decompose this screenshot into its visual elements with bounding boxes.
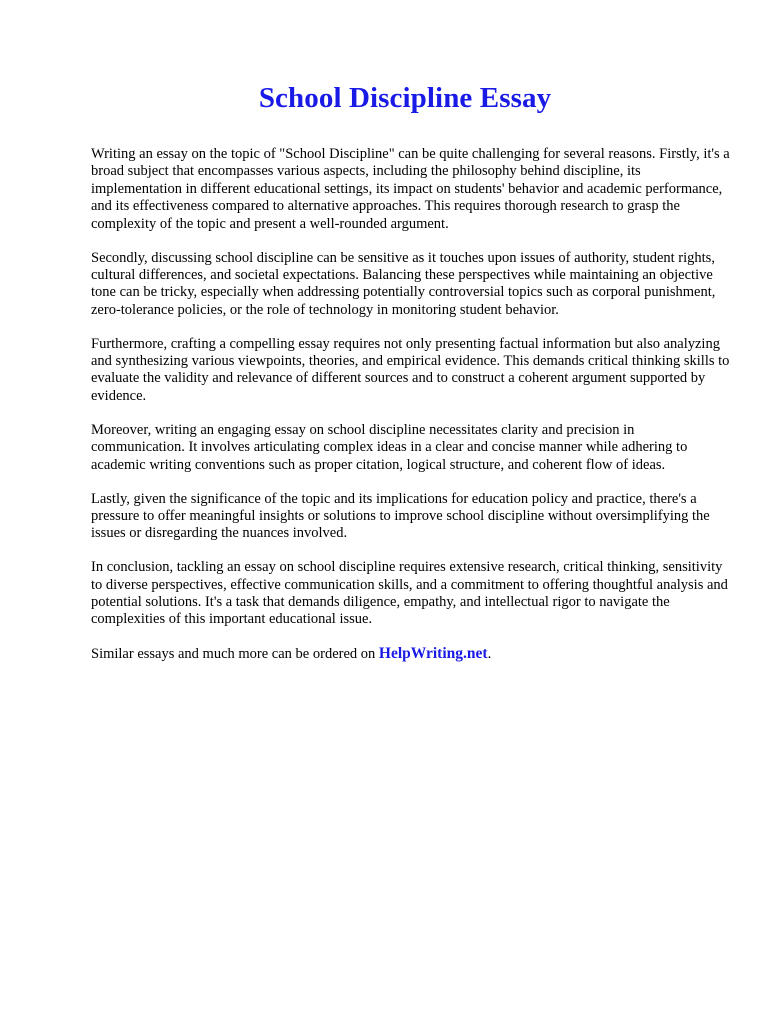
paragraph-4: Moreover, writing an engaging essay on school discipline necessitates clarity and precision in communication. It involves articulating complex ideas in a clear and concise manner while adhering to academic writing conventions such as proper citation, logical structure, and coherent flow of ideas. xyxy=(91,421,688,473)
paragraph-1: Writing an essay on the topic of "School Discipline" can be quite challenging for several reasons. Firstly, it's a broad subject that encompasses various aspects, including the philosophy behind discipline, its implementation in different educational settings, its impact on students' behavior and academic performance, and its effectiveness compared to alternative approaches. This requires thorough research to grasp the complexity of the topic and present a well-rounded argument. xyxy=(91,146,730,232)
helpwriting-link[interactable]: HelpWriting.net xyxy=(378,645,488,663)
paragraph-6: In conclusion, tackling an essay on school discipline requires extensive research, critical thinking, sensitivity to diverse perspectives, effective communication skills, and a commitment to offering thoughtful analysis and potential solutions. It's a task that demands diligence, empathy, and intellectual rigor to navigate the complexities of this important educational issue. xyxy=(91,559,728,628)
page-title: School Discipline Essay xyxy=(258,82,552,114)
paragraph-5: Lastly, given the significance of the topic and its implications for education policy and practice, there's a pressure to offer meaningful insights or solutions to improve school discipline without oversimplifying the issues or disregarding the nuances involved. xyxy=(91,490,710,542)
footer-suffix: . xyxy=(487,646,492,663)
footer-text: Similar essays and much more can be ordered on xyxy=(91,646,376,663)
paragraph-3: Furthermore, crafting a compelling essay requires not only presenting factual information but also analyzing and synthesizing various viewpoints, theories, and empirical evidence. This demands critical thinking skills to evaluate the validity and relevance of different sources and to construct a coherent argument supported by evidence. xyxy=(91,335,730,404)
footer-line xyxy=(91,645,731,663)
document-body xyxy=(91,146,731,680)
paragraph-2: Secondly, discussing school discipline can be sensitive as it touches upon issues of authority, student rights, cultural differences, and societal expectations. Balancing these perspectives while maintaining an objective tone can be tricky, especially when addressing potentially controversial topics such as corporal punishment, zero-tolerance policies, or the role of technology in monitoring student behavior. xyxy=(91,249,716,318)
